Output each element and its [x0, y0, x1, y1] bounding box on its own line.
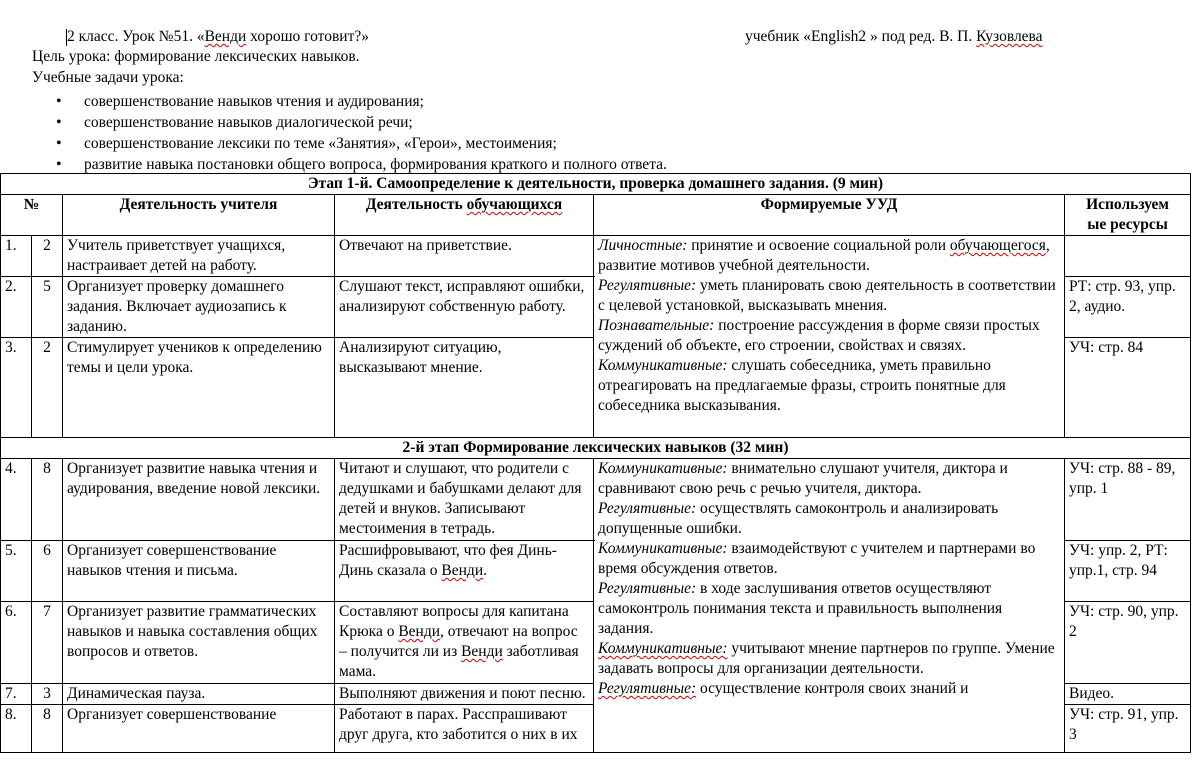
row-number: 3.: [1, 338, 32, 438]
uud-item: Коммуникативные: учитывают мнение партнеров по группе. Умение задавать вопросы для организации деятельности.: [598, 640, 1055, 677]
teacher-activity: Стимулирует учеников к определению темы и цели урока.: [63, 338, 335, 438]
column-header-teacher: Деятельность учителя: [63, 195, 335, 236]
teacher-activity: Организует совершенствование: [63, 705, 335, 753]
column-header-uud: Формируемые УУД: [594, 195, 1065, 236]
student-activity: Выполняют движения и поют песню.: [335, 684, 594, 705]
resources: УЧ: стр. 91, упр. 3: [1065, 705, 1191, 753]
column-header-resources: Используем ые ресурсы: [1065, 195, 1191, 236]
resources: РТ: стр. 93, упр. 2, аудио.: [1065, 277, 1191, 338]
row-minutes: 5: [32, 277, 63, 338]
stage-1-heading: Этап 1-й. Самоопределение к деятельности, проверка домашнего задания. (9 мин): [1, 174, 1191, 195]
tasks-title: Учебные задачи урока:: [32, 69, 184, 86]
row-minutes: 7: [32, 602, 63, 684]
task-item: • совершенствование навыков чтения и аудирования;: [56, 91, 667, 112]
resources: [1065, 236, 1191, 277]
teacher-activity: Организует развитие грамматических навыков и навыка составления общих вопросов и ответов.: [63, 602, 335, 684]
student-activity: Работают в парах. Расспрашивают друг друга, кто заботится о них в их: [335, 705, 594, 753]
row-minutes: 6: [32, 541, 63, 602]
teacher-activity: Организует проверку домашнего задания. Включает аудиозапись к заданию.: [63, 277, 335, 338]
student-activity: Анализируют ситуацию, высказывают мнение.: [335, 338, 594, 438]
uud-item: Регулятивные: в ходе заслушивания ответов осуществляют самоконтроль понимания текста и правильность выполнения задания.: [598, 580, 1003, 637]
row-minutes: 3: [32, 684, 63, 705]
row-number: 7.: [1, 684, 32, 705]
row-number: 1.: [1, 236, 32, 277]
teacher-activity: Организует развитие навыка чтения и аудирования, введение новой лексики.: [63, 459, 335, 541]
stage-1-uud: [594, 236, 1065, 438]
uud-item: Личностные: принятие и освоение социальной роли обучающегося, развитие мотивов учебной деятельности.: [598, 237, 1050, 274]
uud-item: Регулятивные: осуществление контроля своих знаний и: [598, 680, 969, 697]
lesson-title: 2 класс. Урок №51. «Венди хорошо готовит?»: [67, 28, 369, 45]
student-activity: Читают и слушают, что родители с дедушками и бабушками делают для детей и внуков. Записывают местоимения в тетрадь.: [335, 459, 594, 541]
row-minutes: 8: [32, 705, 63, 753]
row-number: 5.: [1, 541, 32, 602]
uud-item: Познавательные: построение рассуждения в форме связи простых суждений об объекте, его строении, свойствах и связях.: [598, 317, 1040, 354]
stage-2-uud: [594, 459, 1065, 753]
column-header-num: №: [1, 195, 63, 236]
stage-2-heading: 2-й этап Формирование лексических навыков (32 мин): [1, 438, 1191, 459]
row-number: 6.: [1, 602, 32, 684]
task-item: • совершенствование навыков диалогической речи;: [56, 112, 667, 133]
teacher-activity: Динамическая пауза.: [63, 684, 335, 705]
uud-item: Коммуникативные: слушать собеседника, уметь правильно отреагировать на предлагаемые фразы, строить понятные для собеседника высказывания.: [598, 357, 1006, 414]
tasks-list: [56, 91, 667, 175]
column-header-students: Деятельность обучающихся: [335, 195, 594, 236]
lesson-goal: Цель урока: формирование лексических навыков.: [32, 48, 360, 65]
resources: УЧ: стр. 90, упр. 2: [1065, 602, 1191, 684]
row-number: 4.: [1, 459, 32, 541]
resources: УЧ: упр. 2, РТ: упр.1, стр. 94: [1065, 541, 1191, 602]
student-activity: Составляют вопросы для капитана Крюка о Венди, отвечают на вопрос – получится ли из Венди заботливая мама.: [335, 602, 594, 684]
lesson-plan-table: [0, 173, 1191, 753]
row-number: 8.: [1, 705, 32, 753]
row-number: 2.: [1, 277, 32, 338]
teacher-activity: Организует совершенствование навыков чтения и письма.: [63, 541, 335, 602]
uud-item: Регулятивные: осуществлять самоконтроль и анализировать допущенные ошибки.: [598, 500, 999, 537]
row-minutes: 8: [32, 459, 63, 541]
task-item: • развитие навыка постановки общего вопроса, формирования краткого и полного ответа.: [56, 154, 667, 175]
textbook-reference: учебник «English2 » под ред. В. П. Кузовлева: [745, 28, 1043, 45]
uud-item: Регулятивные: уметь планировать свою деятельность в соответствии с целевой установкой, высказывать мнения.: [598, 277, 1056, 314]
uud-item: Коммуникативные: взаимодействуют с учителем и партнерами во время обсуждения ответов.: [598, 540, 1036, 577]
resources: УЧ: стр. 88 - 89, упр. 1: [1065, 459, 1191, 541]
uud-item: Коммуникативные: внимательно слушают учителя, диктора и сравнивают свою речь с речью учителя, диктора.: [598, 460, 1008, 497]
student-activity: Расшифровывают, что фея Динь-Динь сказала о Венди.: [335, 541, 594, 602]
resources: Видео.: [1065, 684, 1191, 705]
row-minutes: 2: [32, 338, 63, 438]
teacher-activity: Учитель приветствует учащихся, настраивает детей на работу.: [63, 236, 335, 277]
student-activity: Отвечают на приветствие.: [335, 236, 594, 277]
row-minutes: 2: [32, 236, 63, 277]
task-item: • совершенствование лексики по теме «Занятия», «Герои», местоимения;: [56, 133, 667, 154]
student-activity: Слушают текст, исправляют ошибки, анализируют собственную работу.: [335, 277, 594, 338]
resources: УЧ: стр. 84: [1065, 338, 1191, 438]
